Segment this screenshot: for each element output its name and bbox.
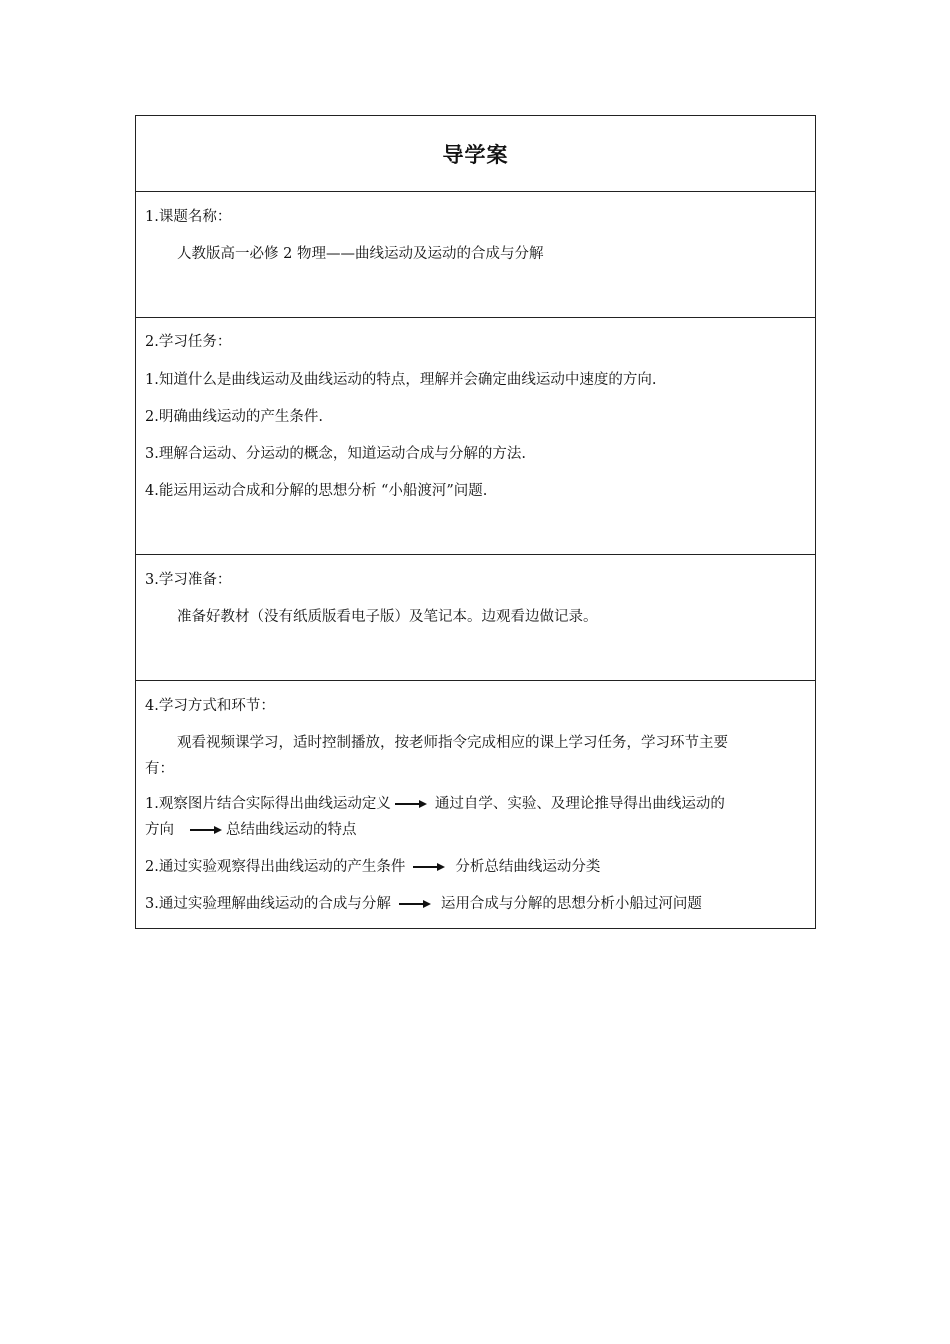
step-text: 通过自学、实验、及理论推导得出曲线运动的 (434, 796, 725, 812)
method-step-1 (145, 794, 725, 814)
step-text: 3.通过实验理解曲线运动的合成与分解 (145, 896, 391, 912)
title-row (136, 116, 815, 191)
step-text: 方向 (145, 822, 174, 838)
tasks-heading: 2.学习任务： (145, 334, 232, 350)
step-text: 2.通过实验观察得出曲线运动的产生条件 (145, 859, 406, 875)
preparation-section (136, 554, 815, 680)
method-step-3 (145, 894, 702, 914)
arrow-right-icon (395, 799, 427, 809)
course-name: 人教版高一必修 2 物理——曲线运动及运动的合成与分解 (177, 246, 544, 262)
method-step-1-cont (145, 820, 357, 840)
method-heading: 4.学习方式和环节： (145, 698, 275, 714)
tasks-section (136, 317, 815, 554)
step-text: 运用合成与分解的思想分析小船过河问题 (440, 896, 702, 912)
task-item: 3.理解合运动、分运动的概念，知道运动合成与分解的方法. (145, 446, 526, 462)
lesson-plan-table (135, 115, 816, 929)
step-text: 1.观察图片结合实际得出曲线运动定义 (145, 796, 391, 812)
method-section (136, 680, 815, 928)
arrow-right-icon (190, 825, 222, 835)
course-heading: 1.课题名称： (145, 209, 232, 225)
task-item: 4.能运用运动合成和分解的思想分析 “小船渡河”问题. (145, 483, 488, 499)
method-intro-line2: 有： (145, 761, 174, 777)
preparation-text: 准备好教材（没有纸质版看电子版）及笔记本。边观看边做记录。 (177, 609, 598, 625)
task-item: 2.明确曲线运动的产生条件. (145, 409, 323, 425)
arrow-right-icon (413, 862, 445, 872)
step-text: 分析总结曲线运动分类 (455, 859, 601, 875)
method-step-2 (145, 857, 600, 877)
step-text: 总结曲线运动的特点 (226, 822, 357, 838)
preparation-heading: 3.学习准备： (145, 572, 232, 588)
document-title: 导学案 (442, 142, 509, 167)
task-item: 1.知道什么是曲线运动及曲线运动的特点，理解并会确定曲线运动中速度的方向. (145, 372, 657, 388)
method-intro-line1: 观看视频课学习，适时控制播放，按老师指令完成相应的课上学习任务，学习环节主要 (177, 735, 728, 751)
course-section (136, 191, 815, 317)
arrow-right-icon (399, 899, 431, 909)
